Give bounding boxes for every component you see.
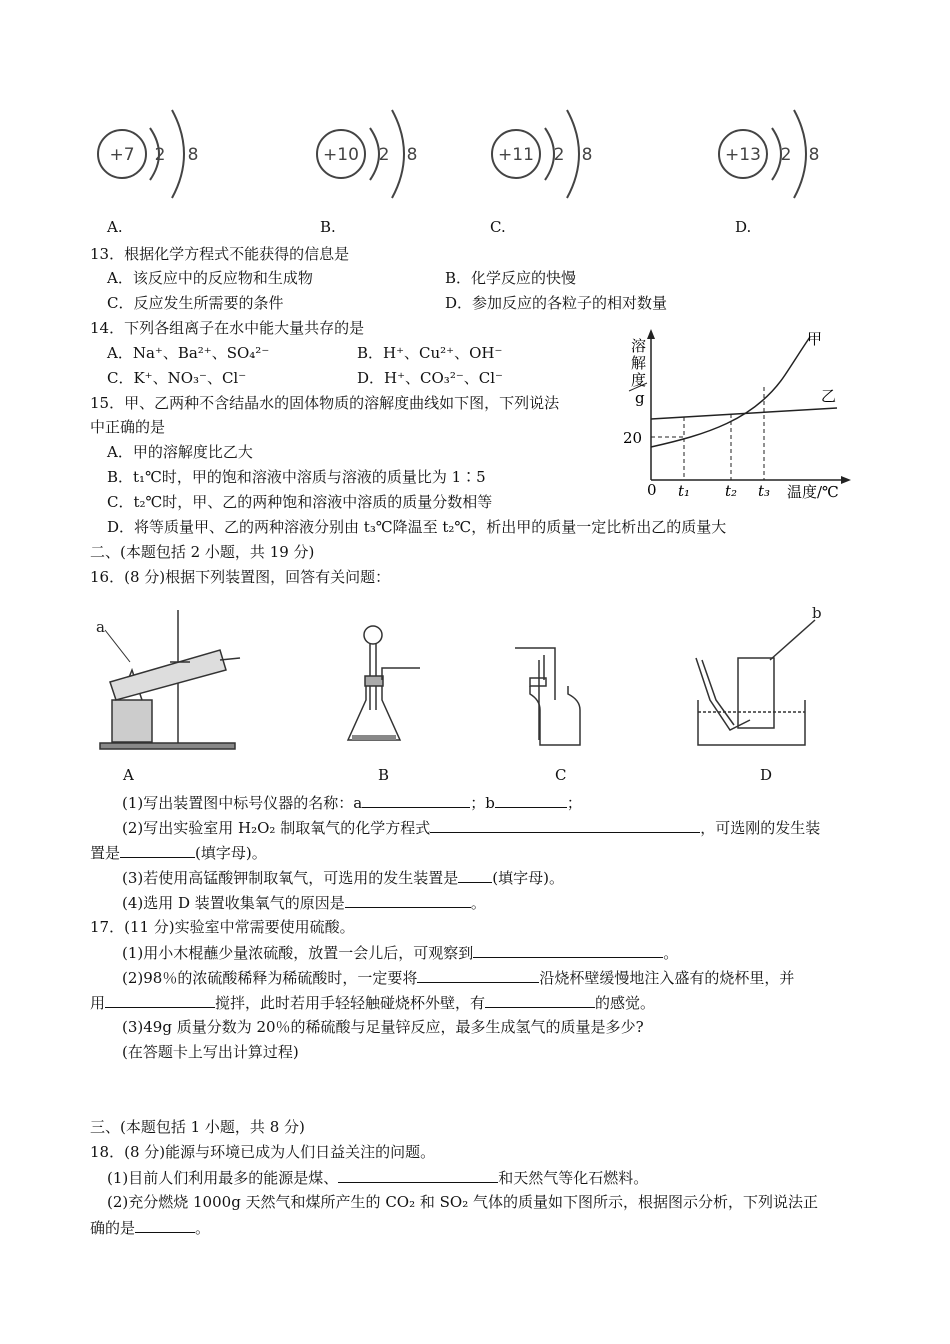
answer-blank[interactable] xyxy=(473,941,663,958)
shell1-count: 2 xyxy=(780,145,792,165)
atom-option-c: C. xyxy=(490,218,506,236)
section-3-heading: 三、(本题包括 1 小题，共 8 分) xyxy=(90,1118,305,1136)
q14-option-d: D．H⁺、CO₃²⁻、Cl⁻ xyxy=(357,369,503,387)
q16-part2: (2)写出实验室用 H₂O₂ 制取氧气的化学方程式 ，可选刚的发生装 xyxy=(122,816,820,838)
atom-option-d: D. xyxy=(735,218,752,236)
answer-blank[interactable] xyxy=(417,966,539,983)
q17-part2-cont: 用 搅拌，此时若用手轻轻触碰烧杯外壁，有 的感觉。 xyxy=(90,991,655,1013)
q16-stem: 16．(8 分)根据下列装置图，回答有关问题： xyxy=(90,568,391,586)
shell1-count: 2 xyxy=(154,145,166,165)
atom-diagrams xyxy=(0,80,950,240)
q17-part2: (2)98％的浓硫酸稀释为稀硫酸时，一定要将 沿烧杯壁缓慢地注入盛有的烧杯里，并 xyxy=(122,966,794,988)
q15-option-c: C．t₂℃时，甲、乙的两种饱和溶液中溶质的质量分数相等 xyxy=(107,493,493,511)
nucleus-charge: +11 xyxy=(498,145,534,165)
answer-blank[interactable] xyxy=(495,791,567,808)
q15-option-a: A．甲的溶解度比乙大 xyxy=(107,443,253,461)
nucleus-charge: +13 xyxy=(725,145,761,165)
shell1-count: 2 xyxy=(553,145,565,165)
q13-option-d: D．参加反应的各粒子的相对数量 xyxy=(445,294,668,312)
label-a: a xyxy=(96,618,105,636)
apparatus-diagrams xyxy=(90,600,880,760)
apparatus-label-a: A xyxy=(123,766,134,784)
answer-blank[interactable] xyxy=(338,1166,498,1183)
atom-diagram-c xyxy=(492,110,592,198)
shell2-count: 8 xyxy=(406,145,418,165)
q16-part4: (4)选用 D 装置收集氧气的原因是 。 xyxy=(122,891,486,913)
shell2-count: 8 xyxy=(581,145,593,165)
answer-blank[interactable] xyxy=(135,1216,195,1233)
atom-option-b: B. xyxy=(320,218,336,236)
q15-stem-line2: 中正确的是 xyxy=(90,418,166,436)
solubility-graph xyxy=(605,325,875,505)
apparatus-label-b: B xyxy=(378,766,390,784)
apparatus-a xyxy=(96,610,240,749)
atom-option-a: A. xyxy=(107,218,123,236)
apparatus-label-d: D xyxy=(760,766,773,784)
q16-part2-cont: 置是 (填字母)。 xyxy=(90,841,267,863)
ylabel-1: 溶 xyxy=(631,337,647,355)
ylabel-3: 度 xyxy=(631,371,647,389)
q17-stem: 17．(11 分)实验室中常需要使用硫酸。 xyxy=(90,918,355,936)
q16-part3: (3)若使用高锰酸钾制取氧气，可选用的发生装置是 (填字母)。 xyxy=(122,866,564,888)
ylabel-unit: g xyxy=(635,389,645,407)
answer-blank[interactable] xyxy=(458,866,492,883)
y-tick-20: 20 xyxy=(623,429,643,447)
nucleus-charge: +10 xyxy=(323,145,359,165)
q16-part1: (1)写出装置图中标号仪器的名称：a ；b ； xyxy=(122,791,582,813)
nucleus-charge: +7 xyxy=(109,145,135,165)
apparatus-d xyxy=(696,604,822,745)
q17-part3-note: (在答题卡上写出计算过程) xyxy=(122,1043,299,1061)
origin-label: 0 xyxy=(647,481,657,499)
curve-label-yi: 乙 xyxy=(821,387,837,405)
q18-stem: 18．(8 分)能源与环境已成为人们日益关注的问题。 xyxy=(90,1143,436,1161)
section-2-heading: 二、(本题包括 2 小题，共 19 分) xyxy=(90,543,315,561)
shell1-count: 2 xyxy=(378,145,390,165)
answer-blank[interactable] xyxy=(120,841,195,858)
q14-stem: 14．下列各组离子在水中能大量共存的是 xyxy=(90,319,365,337)
q14-option-b: B．H⁺、Cu²⁺、OH⁻ xyxy=(357,344,503,362)
q13-stem: 13．根据化学方程式不能获得的信息是 xyxy=(90,245,350,263)
atom-diagram-d xyxy=(719,110,819,198)
ylabel-2: 解 xyxy=(631,354,647,372)
q15-stem-line1: 15．甲、乙两种不含结晶水的固体物质的溶解度曲线如下图，下列说法 xyxy=(90,394,560,412)
q13-option-b: B．化学反应的快慢 xyxy=(445,269,577,287)
q13-option-c: C．反应发生所需要的条件 xyxy=(107,294,284,312)
answer-blank[interactable] xyxy=(430,816,700,833)
answer-blank[interactable] xyxy=(105,991,215,1008)
q17-part1: (1)用小木棍蘸少量浓硫酸，放置一会儿后，可观察到 。 xyxy=(122,941,678,963)
shell2-count: 8 xyxy=(187,145,199,165)
shell2-count: 8 xyxy=(808,145,820,165)
answer-blank[interactable] xyxy=(362,791,470,808)
curve-label-jia: 甲 xyxy=(807,330,823,348)
x-axis-label: 温度/℃ xyxy=(787,483,839,501)
q17-part3: (3)49g 质量分数为 20％的稀硫酸与足量锌反应，最多生成氢气的质量是多少? xyxy=(122,1018,644,1036)
x-tick-t3: t₃ xyxy=(758,482,771,500)
apparatus-label-c: C xyxy=(555,766,567,784)
q18-part1: (1)目前人们利用最多的能源是煤、 和天然气等化石燃料。 xyxy=(107,1166,648,1188)
q18-part2-cont: 确的是 。 xyxy=(90,1216,210,1238)
atom-diagram-a xyxy=(98,110,198,198)
q15-option-d: D．将等质量甲、乙的两种溶液分别由 t₃℃降温至 t₂℃，析出甲的质量一定比析出乙的质量大 xyxy=(107,518,727,536)
q13-option-a: A．该反应中的反应物和生成物 xyxy=(107,269,313,287)
label-b: b xyxy=(812,604,822,622)
answer-blank[interactable] xyxy=(345,891,471,908)
answer-blank[interactable] xyxy=(485,991,595,1008)
x-tick-t1: t₁ xyxy=(678,482,691,500)
apparatus-b xyxy=(348,626,420,740)
q18-part2: (2)充分燃烧 1000g 天然气和煤所产生的 CO₂ 和 SO₂ 气体的质量如下图所示，根据图示分析，下列说法正 xyxy=(107,1193,819,1211)
q14-option-a: A．Na⁺、Ba²⁺、SO₄²⁻ xyxy=(107,344,270,362)
q15-option-b: B．t₁℃时，甲的饱和溶液中溶质与溶液的质量比为 1∶5 xyxy=(107,468,486,486)
q14-option-c: C．K⁺、NO₃⁻、Cl⁻ xyxy=(107,369,247,387)
atom-diagram-b xyxy=(317,110,417,198)
apparatus-c xyxy=(515,648,580,745)
x-tick-t2: t₂ xyxy=(725,482,738,500)
